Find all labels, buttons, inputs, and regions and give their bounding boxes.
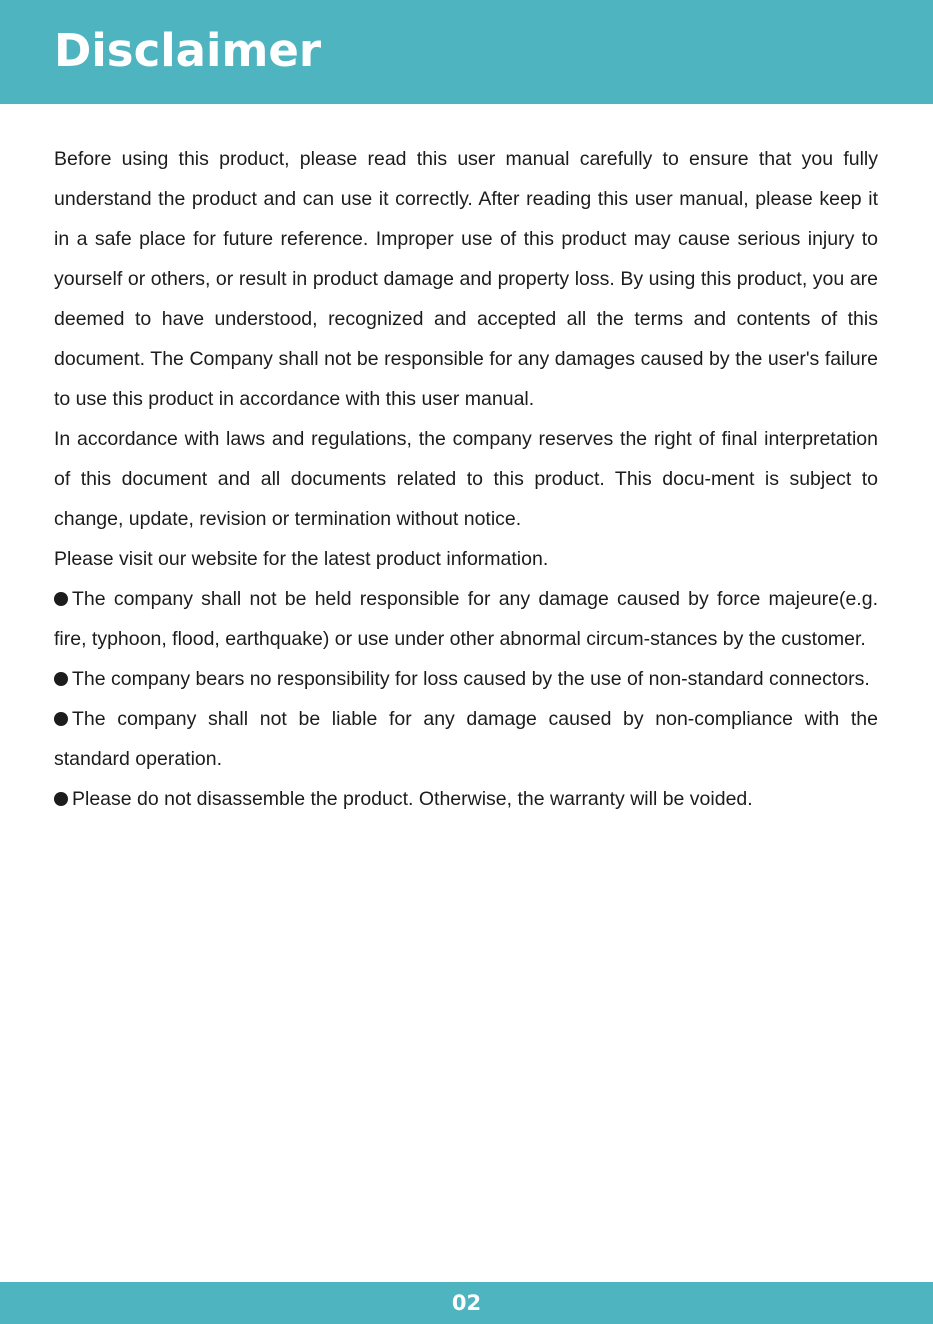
page-title: Disclaimer — [54, 24, 322, 77]
bullet-dot-icon — [54, 592, 68, 606]
bullet-item-disassemble — [54, 779, 878, 819]
footer-bar — [0, 1282, 933, 1324]
bullet-item-force-majeure — [54, 579, 878, 659]
header-bar — [0, 0, 933, 104]
bullet-text: The company bears no responsibility for loss caused by the use of non-standard connectors. — [72, 668, 870, 690]
page-number: 02 — [451, 1291, 482, 1315]
website-paragraph: Please visit our website for the latest product information. — [54, 548, 549, 570]
legal-paragraph: In accordance with laws and regulations, the company reserves the right of final interpretation of this document and all documents related to this product. This docu-ment is subject to change, update, revision or termination without notice. — [54, 428, 878, 530]
intro-paragraph: Before using this product, please read this user manual carefully to ensure that you fully understand the product and can use it correctly. After reading this user manual, please keep it in a safe place for future reference. Improper use of this product may cause serious injury to yourself or others, or result in product damage and property loss. By using this product, you are deemed to have understood, recognized and accepted all the terms and contents of this document. The Company shall not be responsible for any damages caused by the user's failure to use this product in accordance with this user manual. — [54, 148, 878, 410]
bullet-dot-icon — [54, 712, 68, 726]
bullet-text: The company shall not be liable for any damage caused by non-compliance with the standard operation. — [54, 708, 878, 770]
bullet-item-operation — [54, 699, 878, 779]
bullet-dot-icon — [54, 792, 68, 806]
bullet-text: The company shall not be held responsible for any damage caused by force majeure(e.g. fire, typhoon, flood, earthquake) or use under other abnormal circum-stances by the customer. — [54, 588, 878, 650]
bullet-dot-icon — [54, 672, 68, 686]
disclaimer-body — [54, 139, 878, 819]
bullet-text: Please do not disassemble the product. Otherwise, the warranty will be voided. — [72, 788, 753, 810]
bullet-item-connectors — [54, 659, 878, 699]
